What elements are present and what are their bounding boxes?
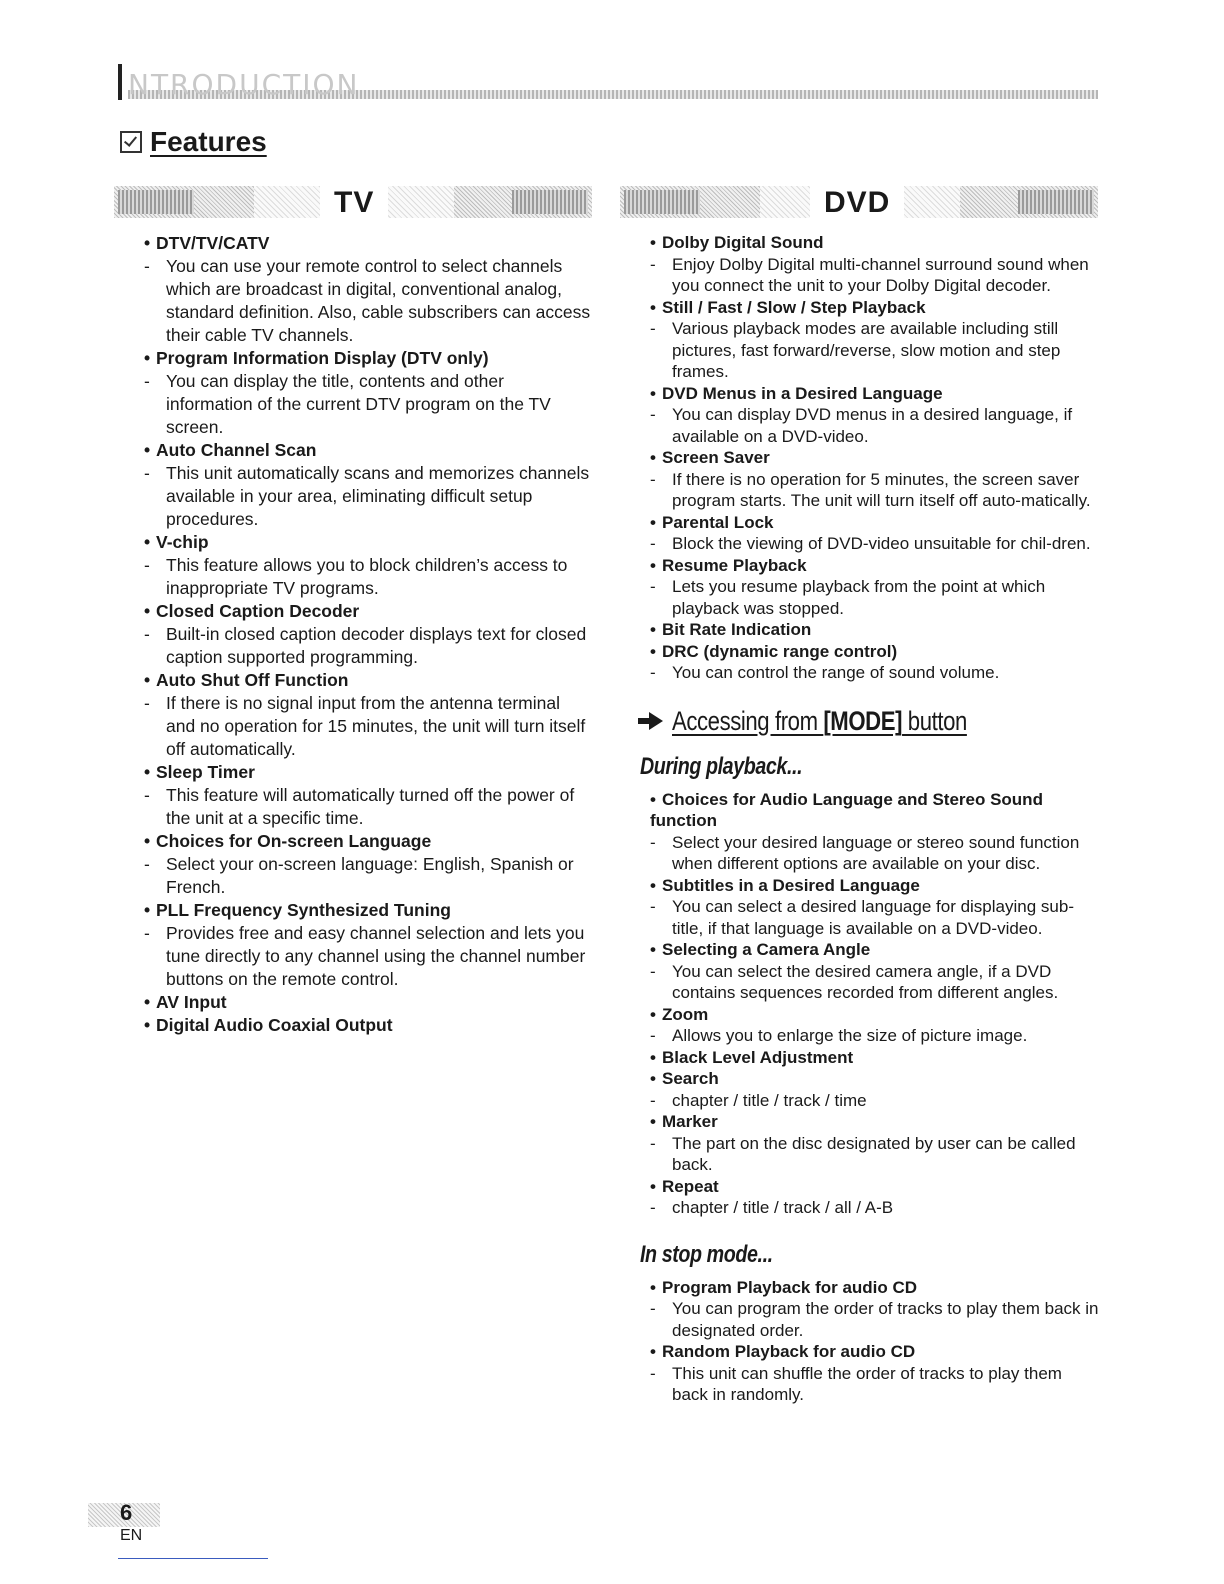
- dash-marker: -: [144, 693, 150, 713]
- dash-marker: -: [650, 577, 656, 596]
- feature-item: [650, 641, 1100, 684]
- bullet-icon: •: [144, 831, 151, 851]
- feature-title: [650, 447, 1100, 469]
- section-header: [118, 64, 1098, 102]
- page-language: EN: [120, 1527, 143, 1544]
- dash-marker: -: [650, 1090, 656, 1110]
- feature-item: [650, 619, 1100, 641]
- page-title: [120, 124, 267, 160]
- feature-title: [650, 512, 1100, 534]
- feature-title-text: Search: [662, 1069, 719, 1088]
- bullet-icon: •: [650, 875, 656, 895]
- section-header-bar: [118, 64, 122, 100]
- feature-title: [650, 1176, 1100, 1198]
- tv-banner-block-left: [118, 190, 194, 214]
- feature-description-text: chapter / title / track / all / A-B: [672, 1198, 894, 1217]
- page-number: 6: [120, 1500, 133, 1525]
- feature-title: [144, 669, 594, 692]
- dvd-feature-list: [650, 232, 1100, 684]
- bullet-icon: •: [144, 762, 151, 782]
- feature-item: [650, 297, 1100, 383]
- dash-marker: -: [650, 534, 656, 553]
- dash-marker: -: [144, 371, 150, 391]
- dvd-banner: [620, 186, 1098, 218]
- feature-item: [144, 531, 594, 600]
- feature-description: [144, 462, 594, 531]
- bullet-icon: •: [650, 233, 656, 252]
- feature-item: [144, 600, 594, 669]
- feature-title: [650, 1341, 1100, 1363]
- bullet-icon: •: [650, 620, 656, 639]
- dash-marker: -: [650, 663, 656, 682]
- stop-mode-list: [650, 1277, 1100, 1406]
- feature-item: [650, 1176, 1100, 1219]
- feature-description-text: Allows you to enlarge the size of picture image.: [672, 1026, 1028, 1045]
- mode-button-label: [MODE]: [823, 705, 903, 736]
- feature-title: [650, 619, 1100, 641]
- feature-description: [650, 1025, 1100, 1047]
- feature-title-text: AV Input: [156, 992, 227, 1012]
- feature-description: [144, 554, 594, 600]
- feature-title-text: Parental Lock: [662, 512, 774, 532]
- bullet-icon: •: [144, 440, 151, 460]
- feature-description: [144, 922, 594, 991]
- feature-description: [144, 853, 594, 899]
- feature-title-text: Subtitles in a Desired Language: [662, 875, 920, 895]
- feature-title-text: Choices for On-screen Language: [156, 831, 432, 851]
- feature-title: [650, 1047, 1100, 1069]
- bullet-icon: •: [650, 297, 656, 317]
- dash-marker: -: [144, 256, 150, 276]
- feature-title: [144, 600, 594, 623]
- feature-description-text: You can select a desired language for displaying sub-title, if that language is available on a DVD-video.: [672, 897, 1074, 938]
- bullet-icon: •: [650, 1176, 656, 1196]
- feature-description-text: The part on the disc designated by user can be called back.: [672, 1133, 1076, 1174]
- feature-title-text: Auto Channel Scan: [156, 440, 317, 460]
- footer-line: [118, 1558, 268, 1559]
- dash-marker: -: [144, 555, 150, 575]
- feature-description: [144, 255, 594, 347]
- feature-title-text: PLL Frequency Synthesized Tuning: [156, 900, 451, 920]
- bullet-icon: •: [144, 900, 151, 920]
- bullet-icon: •: [650, 1047, 656, 1067]
- dash-marker: -: [650, 1026, 656, 1045]
- dash-marker: -: [650, 254, 656, 274]
- feature-title-text: Screen Saver: [662, 448, 770, 467]
- feature-description-text: Select your on-screen language: English, Spanish or French.: [166, 854, 574, 897]
- during-playback-list: [650, 789, 1100, 1219]
- feature-title-text: Random Playback for audio CD: [662, 1342, 916, 1361]
- feature-description-text: This unit automatically scans and memorizes channels available in your area, eliminating difficult setup procedures.: [166, 463, 590, 529]
- feature-title-text: Sleep Timer: [156, 762, 255, 782]
- feature-title: [144, 991, 594, 1014]
- feature-description: [650, 318, 1100, 383]
- feature-description: [650, 1133, 1100, 1176]
- feature-title: [650, 1068, 1100, 1090]
- feature-item: [650, 447, 1100, 512]
- dash-marker: -: [650, 1133, 656, 1153]
- feature-title-text: Selecting a Camera Angle: [662, 940, 871, 959]
- feature-title: [144, 830, 594, 853]
- mode-heading-suffix: button: [902, 705, 967, 736]
- bullet-icon: •: [650, 383, 656, 403]
- dash-marker: -: [650, 319, 656, 338]
- feature-item: [650, 1341, 1100, 1406]
- tv-banner-block-right: [512, 190, 588, 214]
- feature-description: [650, 533, 1100, 555]
- mode-heading: [638, 706, 1100, 737]
- feature-description: [650, 832, 1100, 875]
- feature-title: [144, 899, 594, 922]
- feature-description-text: Select your desired language or stereo sound function when different options are available on your disc.: [672, 832, 1080, 873]
- bullet-icon: •: [650, 512, 656, 532]
- feature-title: [650, 383, 1100, 405]
- feature-item: [650, 1111, 1100, 1176]
- during-playback-heading: During playback...: [640, 752, 803, 780]
- feature-title-text: Program Information Display (DTV only): [156, 348, 489, 368]
- feature-title: [650, 1277, 1100, 1299]
- bullet-icon: •: [650, 1112, 656, 1131]
- feature-title: [650, 555, 1100, 577]
- feature-title-text: Marker: [662, 1112, 718, 1131]
- feature-description-text: You can program the order of tracks to play them back in designated order.: [672, 1299, 1099, 1340]
- mode-heading-prefix: Accessing from: [672, 705, 824, 736]
- feature-title-text: DTV/TV/CATV: [156, 233, 270, 253]
- feature-title: [650, 789, 1100, 832]
- dash-marker: -: [144, 624, 150, 644]
- feature-item: [650, 875, 1100, 940]
- feature-description-text: This feature allows you to block children’s access to inappropriate TV programs.: [166, 555, 568, 598]
- feature-item: [144, 347, 594, 439]
- page-title-text: Features: [150, 126, 267, 157]
- dash-marker: -: [650, 897, 656, 916]
- feature-title-text: Resume Playback: [662, 555, 807, 575]
- feature-item: [144, 232, 594, 347]
- feature-description: [650, 1298, 1100, 1341]
- feature-description: [144, 623, 594, 669]
- dash-marker: -: [144, 785, 150, 805]
- feature-description: [650, 576, 1100, 619]
- feature-title-text: Repeat: [662, 1176, 719, 1196]
- feature-title-text: Bit Rate Indication: [662, 620, 812, 639]
- feature-title-text: Program Playback for audio CD: [662, 1277, 918, 1297]
- feature-description-text: Built-in closed caption decoder displays text for closed caption supported programming.: [166, 624, 587, 667]
- bullet-icon: •: [650, 641, 656, 661]
- dash-marker: -: [650, 405, 656, 424]
- feature-item: [144, 830, 594, 899]
- feature-description: [650, 1090, 1100, 1112]
- mode-heading-text: [672, 706, 967, 737]
- feature-title-text: Choices for Audio Language and Stereo Sound function: [650, 789, 1043, 830]
- feature-title-text: Digital Audio Coaxial Output: [156, 1015, 393, 1035]
- dash-marker: -: [650, 832, 656, 852]
- feature-description-text: You can select the desired camera angle, if a DVD contains sequences recorded from different angles.: [672, 961, 1059, 1002]
- feature-item: [650, 232, 1100, 297]
- bullet-icon: •: [650, 789, 656, 809]
- feature-title: [144, 1014, 594, 1037]
- feature-description: [650, 469, 1100, 512]
- feature-description: [144, 692, 594, 761]
- feature-item: [650, 383, 1100, 448]
- feature-item: [144, 761, 594, 830]
- dash-marker: -: [144, 923, 150, 943]
- feature-description-text: Block the viewing of DVD-video unsuitable for chil-dren.: [672, 534, 1091, 553]
- feature-description-text: This feature will automatically turned off the power of the unit at a specific time.: [166, 785, 575, 828]
- feature-item: [144, 669, 594, 761]
- feature-item: [144, 991, 594, 1014]
- section-header-label: NTRODUCTION: [128, 68, 360, 101]
- bullet-icon: •: [144, 532, 151, 552]
- bullet-icon: •: [144, 992, 151, 1012]
- bullet-icon: •: [144, 601, 151, 621]
- feature-description: [144, 370, 594, 439]
- dash-marker: -: [144, 854, 150, 874]
- feature-title-text: DRC (dynamic range control): [662, 641, 898, 661]
- feature-title: [650, 939, 1100, 961]
- feature-title-text: Still / Fast / Slow / Step Playback: [662, 297, 926, 317]
- dvd-column: [640, 232, 1100, 1406]
- feature-description: [650, 961, 1100, 1004]
- feature-description-text: Various playback modes are available including still pictures, fast forward/reverse, slow motion and step frames.: [672, 319, 1061, 381]
- feature-item: [650, 512, 1100, 555]
- feature-title: [650, 875, 1100, 897]
- bullet-icon: •: [144, 1015, 151, 1035]
- feature-description: [650, 662, 1100, 684]
- feature-description-text: If there is no operation for 5 minutes, the screen saver program starts. The unit will turn itself off auto-matically.: [672, 469, 1091, 510]
- feature-title: [144, 761, 594, 784]
- checkbox-icon: [120, 131, 142, 153]
- dash-marker: -: [144, 463, 150, 483]
- feature-title: [144, 347, 594, 370]
- bullet-icon: •: [650, 448, 656, 467]
- tv-banner-title: TV: [320, 186, 388, 218]
- feature-description: [650, 404, 1100, 447]
- dash-marker: -: [650, 961, 656, 981]
- feature-title-text: Zoom: [662, 1004, 709, 1024]
- bullet-icon: •: [144, 348, 151, 368]
- arrow-right-icon: [638, 712, 664, 730]
- stop-mode-heading: In stop mode...: [640, 1240, 773, 1268]
- feature-item: [650, 1004, 1100, 1047]
- dash-marker: -: [650, 1363, 656, 1383]
- feature-description-text: You can control the range of sound volume.: [672, 663, 1000, 682]
- feature-title-text: Black Level Adjustment: [662, 1047, 854, 1067]
- feature-description-text: If there is no signal input from the antenna terminal and no operation for 15 minutes, the unit will turn itself off automatically.: [166, 693, 586, 759]
- tv-feature-list: [144, 232, 594, 1037]
- bullet-icon: •: [144, 670, 151, 690]
- feature-title-text: V-chip: [156, 532, 209, 552]
- feature-description: [650, 254, 1100, 297]
- feature-description-text: chapter / title / track / time: [672, 1090, 867, 1110]
- feature-description-text: You can use your remote control to select channels which are broadcast in digital, conventional analog, standard definition. Also, cable subscribers can access their cable TV channels.: [166, 256, 591, 345]
- feature-title: [650, 641, 1100, 663]
- feature-title: [144, 232, 594, 255]
- tv-banner: [114, 186, 592, 218]
- feature-description-text: You can display DVD menus in a desired language, if available on a DVD-video.: [672, 405, 1073, 446]
- bullet-icon: •: [650, 1277, 656, 1297]
- feature-item: [650, 555, 1100, 620]
- feature-description-text: You can display the title, contents and other information of the current DTV program on the TV screen.: [166, 371, 551, 437]
- feature-title: [650, 232, 1100, 254]
- feature-title: [144, 531, 594, 554]
- feature-description-text: Enjoy Dolby Digital multi-channel surround sound when you connect the unit to your Dolby Digital decoder.: [672, 254, 1089, 295]
- feature-item: [144, 1014, 594, 1037]
- feature-item: [650, 789, 1100, 875]
- dash-marker: -: [650, 1299, 656, 1318]
- feature-title-text: Auto Shut Off Function: [156, 670, 349, 690]
- feature-description: [650, 1363, 1100, 1406]
- bullet-icon: •: [650, 940, 656, 959]
- feature-item: [650, 1277, 1100, 1342]
- dvd-banner-block-right: [1018, 190, 1094, 214]
- feature-title-text: DVD Menus in a Desired Language: [662, 383, 943, 403]
- feature-description-text: Lets you resume playback from the point at which playback was stopped.: [672, 577, 1046, 618]
- bullet-icon: •: [144, 233, 151, 253]
- dvd-banner-title: DVD: [810, 186, 904, 218]
- feature-item: [144, 439, 594, 531]
- feature-description-text: This unit can shuffle the order of tracks to play them back in randomly.: [672, 1363, 1062, 1404]
- feature-item: [650, 1047, 1100, 1069]
- feature-title-text: Dolby Digital Sound: [662, 233, 824, 252]
- feature-description-text: Provides free and easy channel selection and lets you tune directly to any channel using the channel number buttons on the remote control.: [166, 923, 586, 989]
- feature-title-text: Closed Caption Decoder: [156, 601, 360, 621]
- dvd-banner-block-left: [624, 190, 700, 214]
- feature-title: [144, 439, 594, 462]
- dash-marker: -: [650, 469, 656, 489]
- feature-description: [144, 784, 594, 830]
- feature-item: [144, 899, 594, 991]
- feature-title: [650, 1004, 1100, 1026]
- dash-marker: -: [650, 1198, 656, 1217]
- feature-description: [650, 1197, 1100, 1219]
- feature-item: [650, 1068, 1100, 1111]
- feature-description: [650, 896, 1100, 939]
- bullet-icon: •: [650, 1004, 656, 1024]
- bullet-icon: •: [650, 555, 656, 575]
- feature-title: [650, 1111, 1100, 1133]
- feature-title: [650, 297, 1100, 319]
- feature-item: [650, 939, 1100, 1004]
- bullet-icon: •: [650, 1342, 656, 1361]
- bullet-icon: •: [650, 1069, 656, 1088]
